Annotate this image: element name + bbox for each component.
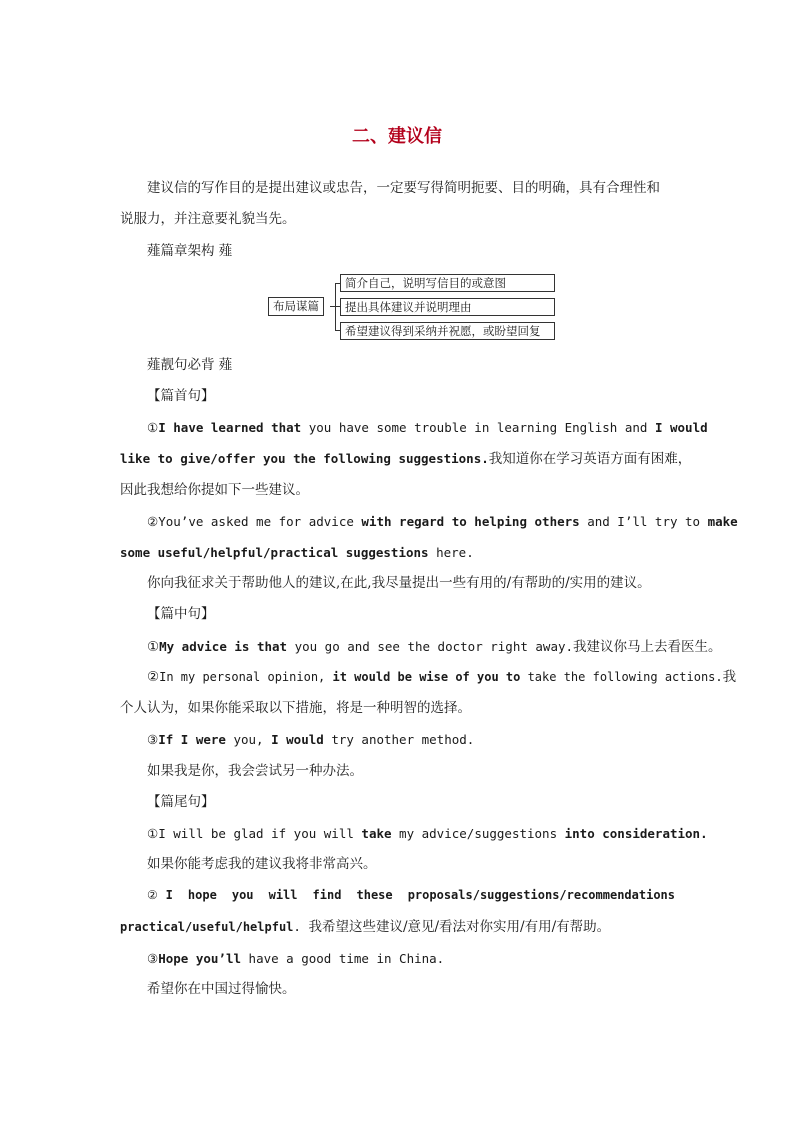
diagram-root: 布局谋篇	[268, 297, 324, 316]
ending-heading: 【篇尾句】	[147, 794, 215, 810]
opening-sentence-1-line-1: ①I have learned that you have some trouble in learning English and I would	[147, 420, 708, 435]
opening-heading: 【篇首句】	[147, 388, 215, 404]
ending-sentence-2-line-1: ②I hope you will find these proposals/suggestions/recommendations	[147, 888, 676, 902]
diagram-branch-3: 希望建议得到采纳并祝愿，或盼望回复	[340, 322, 555, 340]
middle-sentence-2-line-2: 个人认为，如果你能采取以下措施，将是一种明智的选择。	[120, 700, 471, 716]
section-sentences-heading: 薤靓句必背 薤	[147, 357, 233, 373]
diagram-branch-2: 提出具体建议并说明理由	[340, 298, 555, 316]
ending-sentence-3-translation: 希望你在中国过得愉快。	[147, 981, 296, 997]
opening-sentence-2-translation: 你向我征求关于帮助他人的建议,在此,我尽量提出一些有用的/有帮助的/实用的建议。	[147, 575, 651, 591]
middle-sentence-3: ③If I were you, I would try another method.	[147, 732, 475, 747]
ending-sentence-1-translation: 如果你能考虑我的建议我将非常高兴。	[147, 856, 377, 872]
page-title: 二、建议信	[352, 126, 442, 147]
intro-line-1: 建议信的写作目的是提出建议或忠告，一定要写得简明扼要、目的明确，具有合理性和	[147, 180, 660, 196]
middle-sentence-2-line-1: ②In my personal opinion, it would be wise of you to take the following actions.我	[147, 669, 737, 685]
middle-sentence-3-translation: 如果我是你，我会尝试另一种办法。	[147, 763, 363, 779]
opening-sentence-2-line-2: some useful/helpful/practical suggestions here.	[120, 545, 474, 560]
opening-sentence-1-line-3: 因此我想给你提如下一些建议。	[120, 482, 309, 498]
ending-sentence-2-line-2: practical/useful/helpful. 我希望这些建议/意见/看法对你实用/有用/有帮助。	[120, 919, 611, 935]
middle-sentence-1: ①My advice is that you go and see the doctor right away.我建议你马上去看医生。	[147, 639, 722, 655]
structure-diagram	[266, 273, 558, 341]
middle-heading: 【篇中句】	[147, 606, 215, 622]
diagram-branch-1: 简介自己，说明写信目的或意图	[340, 274, 555, 292]
ending-sentence-1: ①I will be glad if you will take my advice/suggestions into consideration.	[147, 826, 708, 841]
ending-sentence-3: ③Hope you’ll have a good time in China.	[147, 951, 445, 966]
opening-sentence-2-line-1: ②You’ve asked me for advice with regard to helping others and I’ll try to make	[147, 514, 738, 529]
section-structure-heading: 薤篇章架构 薤	[147, 243, 233, 259]
intro-line-2: 说服力，并注意要礼貌当先。	[120, 211, 296, 227]
opening-sentence-1-line-2: like to give/offer you the following suggestions.我知道你在学习英语方面有困难，	[120, 451, 692, 467]
